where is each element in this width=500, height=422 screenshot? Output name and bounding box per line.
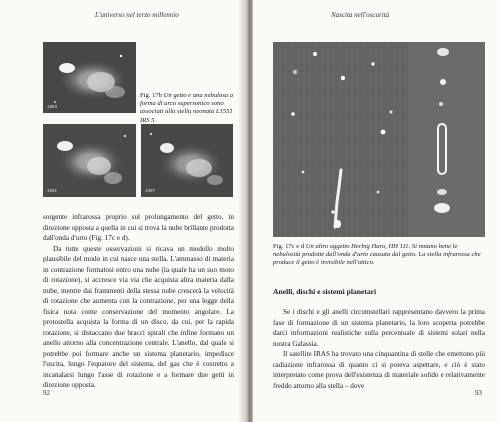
nebula-image: [43, 124, 136, 197]
figure-label: Fig. 17c e d: [273, 243, 305, 250]
photo-year-label: 1991: [47, 188, 58, 193]
page-number: 92: [43, 389, 50, 397]
figure-caption: [140, 92, 240, 125]
left-page: [0, 0, 247, 422]
page-number: 93: [475, 389, 482, 397]
figure-label: Fig. 17b: [140, 92, 162, 99]
hh111-image: [273, 42, 485, 237]
paragraph: Da tutte queste osservazioni si ricava un modello molto plausibile del modo in cui nasce una stella. L'ammasso di materia in contrazione formatosi entro una nube (la quale ha un suo moto di rotazione), si accresce via via che acquista altra materia dalla nube, mentre dai frammenti della stessa nube crescerà la velocità di rotazione che aumenta con la contrazione, per una legge della fisica nota come conservazione del momento angolare. La protostella acquista la forma di un disco, da cui, per la rapida rotazione, si distaccano due bracci spirali che infine formano un anello attorno alla concentrazione centrale. L'anello, dal quale si potrebbe poi formare anche un sistema planetario, impedisce l'uscita, lungo l'equatore del sistema, del gas che è costretto a incanalarsi lungo l'asse di rotazione e a formare due getti in direzione opposta.: [43, 244, 234, 389]
jet-photo-1983: [43, 42, 136, 113]
photo-year-label: 1997: [145, 188, 156, 193]
section-heading: Anelli, dischi e sistemi planetari: [273, 287, 377, 296]
hh111-photo: [273, 42, 485, 237]
figure-caption-text: Un altro oggetto Herbig Haro, HH 111. Si notano bene le nebulosità prodotte dall'onda d'urto causata dal getto. La stella infrarossa che produce il getto è invisibile nell'ottico.: [273, 243, 481, 267]
body-text: [273, 307, 485, 391]
body-text: [43, 212, 234, 391]
running-head: L'universo nel terzo millennio: [95, 11, 179, 19]
jet-photo-1991: [43, 124, 136, 197]
paragraph: sorgente infrarossa proprio sul prolungamento del getto, in direzione opposta a quella in cui si trova la nube brillante prodotta dall'onda d'urto (Fig. 17c e d).: [43, 213, 234, 242]
paragraph: Se i dischi e gli anelli circumstellari rappresentano davvero la prima fase di formazione di un sistema planetario, la loro scoperta potrebbe darci informazioni realistiche sulla percentuale di sistemi solari nella nostra Galassia.: [273, 308, 485, 348]
paragraph: Il satellite IRAS ha trovato una cinquantina di stelle che emettono più radiazione infrarossa di quanto ci si poteva aspettare, e ciò è stato interpretato come prova dell'esistenza di materiale solido e relativamente freddo attorno alla stella – dove: [273, 350, 485, 390]
jet-photo-1997: [141, 124, 233, 197]
running-head: Nascita nell'oscurità: [331, 11, 390, 19]
figure-caption-text: Un getto e una nebulosa a forma di arco supersonico sono associati alla stella neonata L1551 IRS 5.: [140, 92, 234, 124]
nebula-image: [141, 124, 233, 197]
photo-year-label: 1983: [47, 104, 58, 109]
nebula-image: [43, 42, 136, 113]
figure-caption: [273, 243, 485, 268]
right-page: [253, 0, 500, 422]
